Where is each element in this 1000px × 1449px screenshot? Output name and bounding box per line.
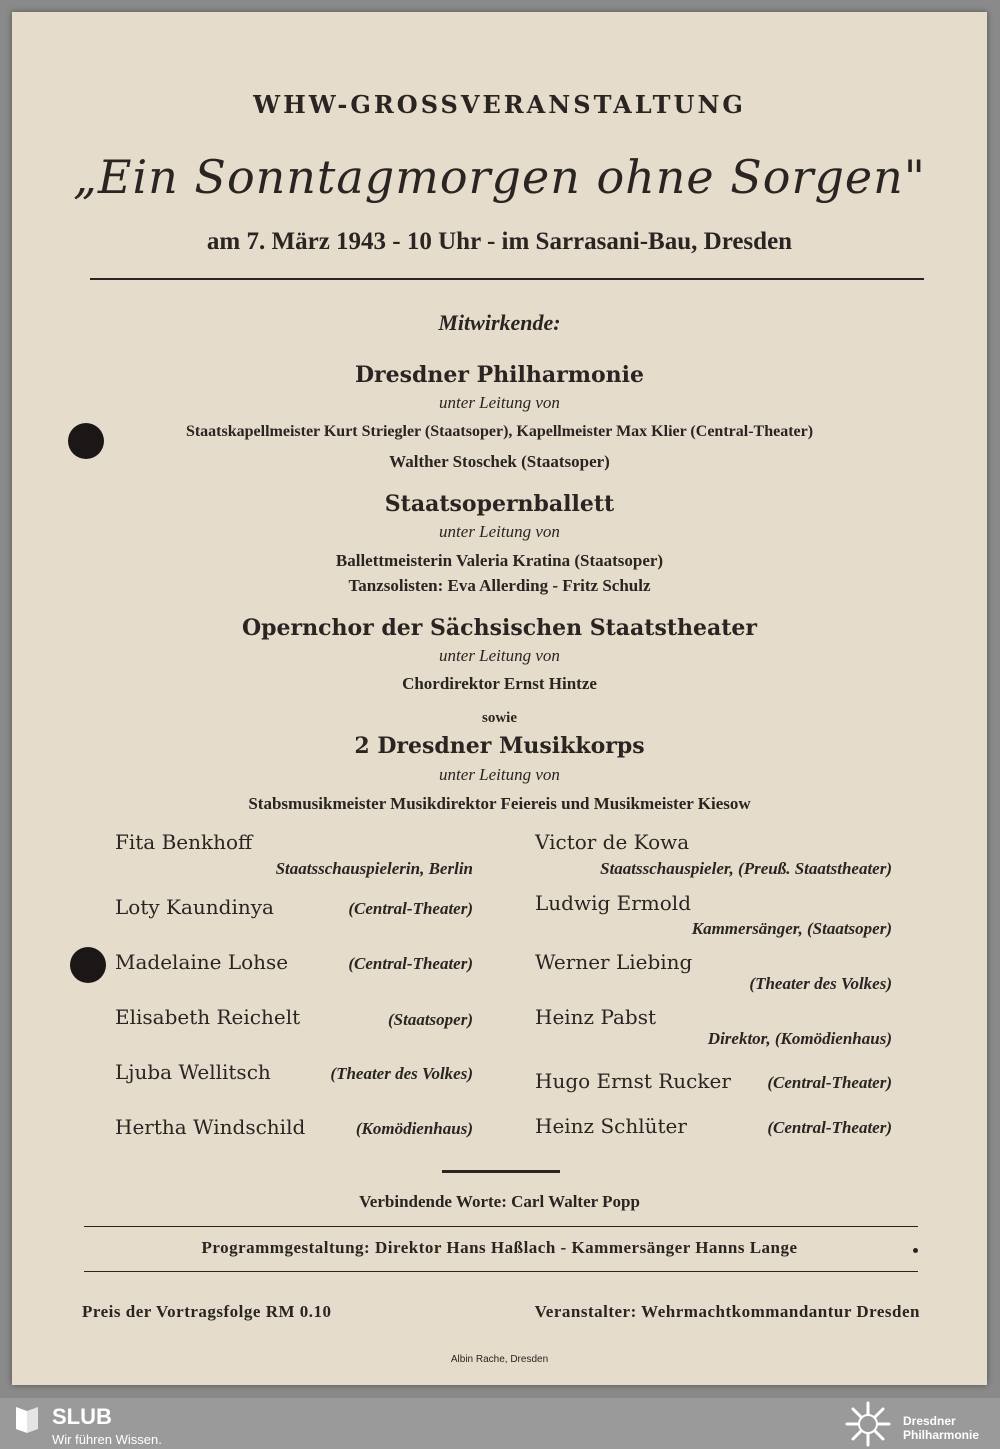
group-name: Opernchor der Sächsischen Staatstheater — [241, 615, 758, 641]
artist-role: (Theater des Volkes) — [330, 1064, 473, 1083]
artist-name: Loty Kaundinya — [115, 895, 274, 919]
artist-name: Ljuba Wellitsch — [115, 1060, 271, 1084]
slub-logo-text[interactable]: SLUB — [52, 1404, 112, 1429]
group-line: Chordirektor Ernst Hintze — [402, 674, 597, 693]
event-date-line: am 7. März 1943 - 10 Uhr - im Sarrasani-Bau, Dresden — [206, 228, 793, 255]
group-line: Walther Stoschek (Staatsoper) — [389, 452, 610, 471]
artist-role: (Theater des Volkes) — [749, 974, 892, 993]
programmgestaltung: Programmgestaltung: Direktor Hans Haßlach - Kammersänger Hanns Lange — [201, 1238, 798, 1257]
slub-tagline: Wir führen Wissen. — [52, 1432, 162, 1447]
artist-role: Staatsschauspielerin, Berlin — [275, 859, 473, 878]
header-divider — [90, 278, 924, 280]
artist-name: Hertha Windschild — [115, 1115, 306, 1139]
page-title: WHW-GROSSVERANSTALTUNG — [253, 90, 746, 119]
artist-name: Elisabeth Reichelt — [115, 1005, 301, 1029]
programm-top-rule — [84, 1226, 918, 1227]
group-name: Staatsopernballett — [384, 491, 615, 517]
artist-name: Madelaine Lohse — [115, 950, 289, 974]
musikkorps-line: Stabsmusikmeister Musikdirektor Feiereis und Musikmeister Kiesow — [248, 794, 751, 813]
artist-role: (Central-Theater) — [348, 899, 473, 918]
veranstalter-text: Veranstalter: Wehrmachtkommandantur Dresden — [534, 1302, 920, 1321]
sowie-text: sowie — [482, 710, 517, 726]
artist-name: Ludwig Ermold — [535, 891, 692, 915]
mitwirkende-heading: Mitwirkende: — [438, 310, 561, 335]
verbindende-worte: Verbindende Worte: Carl Walter Popp — [359, 1192, 640, 1211]
group-line: Ballettmeisterin Valeria Kratina (Staatsoper) — [335, 551, 664, 570]
program-sheet — [12, 12, 987, 1385]
event-headline: „Ein Sonntagmorgen ohne Sorgen" — [73, 150, 926, 204]
artist-role: (Staatsoper) — [388, 1010, 473, 1029]
sunburst-icon — [843, 1400, 893, 1448]
punch-hole — [70, 947, 106, 983]
artist-role: Direktor, (Komödienhaus) — [707, 1029, 892, 1048]
musikkorps-name: 2 Dresdner Musikkorps — [354, 733, 645, 759]
section-divider — [442, 1170, 560, 1173]
artist-name: Victor de Kowa — [535, 830, 690, 854]
artist-role: Staatsschauspieler, (Preuß. Staatstheater) — [600, 859, 892, 878]
group-line: Staatskapellmeister Kurt Striegler (Staatsoper), Kapellmeister Max Klier (Central-Theater) — [185, 423, 814, 440]
artist-name: Heinz Pabst — [535, 1005, 657, 1029]
musikkorps-sub: unter Leitung von — [439, 765, 560, 784]
artist-name: Hugo Ernst Rucker — [535, 1069, 731, 1093]
punch-hole — [68, 423, 104, 459]
book-icon — [12, 1403, 42, 1435]
group-line: Tanzsolisten: Eva Allerding - Fritz Schulz — [348, 576, 651, 595]
group-name: Dresdner Philharmonie — [354, 362, 645, 388]
artist-name: Werner Liebing — [535, 950, 693, 974]
group-sub: unter Leitung von — [439, 393, 560, 412]
artist-role: Kammersänger, (Staatsoper) — [691, 919, 892, 938]
group-sub: unter Leitung von — [439, 646, 560, 665]
philharmonie-logo-text[interactable]: Dresdner Philharmonie — [903, 1414, 980, 1442]
preis-text: Preis der Vortragsfolge RM 0.10 — [82, 1302, 332, 1321]
artist-role: (Central-Theater) — [767, 1118, 892, 1137]
artist-role: (Central-Theater) — [348, 954, 473, 973]
artist-name: Fita Benkhoff — [115, 830, 253, 854]
artist-role: (Komödienhaus) — [355, 1119, 473, 1138]
artist-name: Heinz Schlüter — [535, 1114, 687, 1138]
group-sub: unter Leitung von — [439, 522, 560, 541]
printer-imprint: Albin Rache, Dresden — [450, 1354, 549, 1365]
artist-role: (Central-Theater) — [767, 1073, 892, 1092]
programm-bottom-rule — [84, 1271, 918, 1272]
ink-dot — [913, 1248, 918, 1253]
